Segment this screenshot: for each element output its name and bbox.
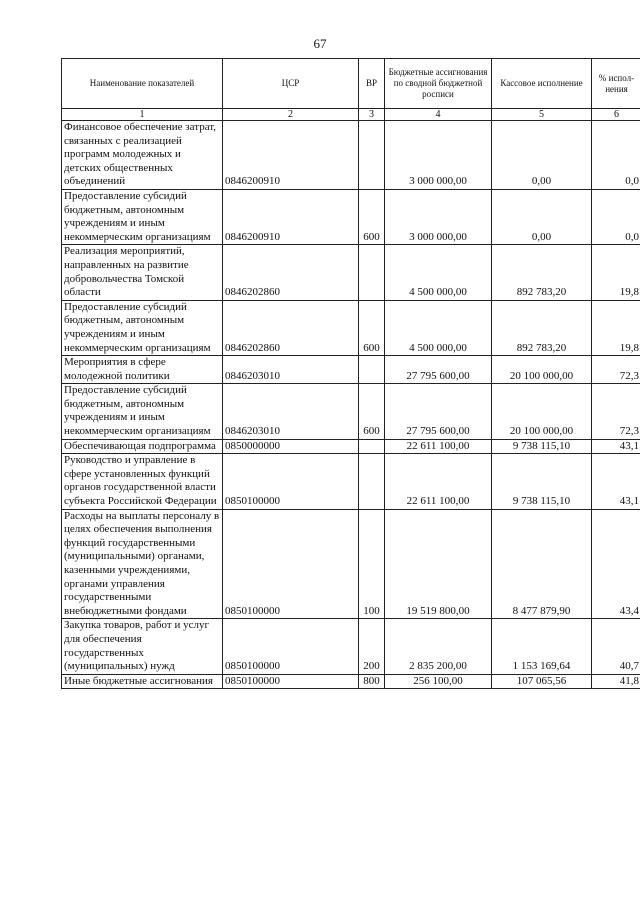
indicator-name: Предоставление субсидий бюджетным, автономным учреждениям и иным некоммерческим организациям (62, 300, 223, 355)
cash-execution: 0,00 (492, 189, 592, 244)
vr-code (359, 356, 385, 384)
execution-percent: 43,1 (592, 439, 640, 454)
vr-code (359, 454, 385, 509)
table-row (62, 509, 640, 619)
cash-execution: 20 100 000,00 (492, 356, 592, 384)
indicator-name: Расходы на выплаты персоналу в целях обеспечения выполнения функций государственными (муниципальными) органами, казенными учреждениями, органами управления государственными внебюджетными фондами (62, 509, 223, 619)
indicator-name: Предоставление субсидий бюджетным, автономным учреждениям и иным некоммерческим организациям (62, 384, 223, 439)
table-row (62, 356, 640, 384)
execution-percent: 19,8 (592, 245, 640, 300)
indicator-name: Предоставление субсидий бюджетным, автономным учреждениям и иным некоммерческим организациям (62, 189, 223, 244)
execution-percent: 72,3 (592, 356, 640, 384)
execution-percent: 19,8 (592, 300, 640, 355)
csr-code: 0846203010 (223, 356, 359, 384)
budget-allocation: 4 500 000,00 (385, 245, 492, 300)
budget-allocation: 2 835 200,00 (385, 619, 492, 674)
budget-allocation: 256 100,00 (385, 674, 492, 689)
budget-allocation: 3 000 000,00 (385, 121, 492, 190)
indicator-name: Руководство и управление в сфере установленных функций органов государственной власти субъекта Российской Федерации (62, 454, 223, 509)
table-row (62, 384, 640, 439)
table-row (62, 300, 640, 355)
header-budget-allocation: Бюджетные ассигнования по сводной бюджетной росписи (385, 59, 492, 109)
csr-code: 0846202860 (223, 245, 359, 300)
column-number: 6 (592, 109, 640, 121)
column-number: 4 (385, 109, 492, 121)
execution-percent: 0,0 (592, 121, 640, 190)
table-row (62, 454, 640, 509)
csr-code: 0850000000 (223, 439, 359, 454)
table-row (62, 245, 640, 300)
budget-allocation: 4 500 000,00 (385, 300, 492, 355)
vr-code: 800 (359, 674, 385, 689)
execution-percent: 0,0 (592, 189, 640, 244)
budget-execution-table (61, 58, 640, 689)
header-execution-percent: % испол-нения (592, 59, 640, 109)
budget-allocation: 22 611 100,00 (385, 454, 492, 509)
header-cash-execution: Кассовое исполнение (492, 59, 592, 109)
page-number: 67 (313, 36, 327, 51)
csr-code: 0850100000 (223, 619, 359, 674)
table-row (62, 674, 640, 689)
table-row (62, 619, 640, 674)
budget-allocation: 27 795 600,00 (385, 356, 492, 384)
csr-code: 0846203010 (223, 384, 359, 439)
vr-code: 600 (359, 300, 385, 355)
budget-allocation: 22 611 100,00 (385, 439, 492, 454)
indicator-name: Обеспечивающая подпрограмма (62, 439, 223, 454)
column-number-row (62, 109, 640, 121)
vr-code (359, 245, 385, 300)
cash-execution: 1 153 169,64 (492, 619, 592, 674)
header-indicator-name: Наименование показателей (62, 59, 223, 109)
cash-execution: 9 738 115,10 (492, 454, 592, 509)
indicator-name: Закупка товаров, работ и услуг для обеспечения государственных (муниципальных) нужд (62, 619, 223, 674)
column-number: 3 (359, 109, 385, 121)
budget-allocation: 27 795 600,00 (385, 384, 492, 439)
vr-code (359, 121, 385, 190)
indicator-name: Мероприятия в сфере молодежной политики (62, 356, 223, 384)
csr-code: 0850100000 (223, 454, 359, 509)
cash-execution: 20 100 000,00 (492, 384, 592, 439)
execution-percent: 43,4 (592, 509, 640, 619)
budget-allocation: 3 000 000,00 (385, 189, 492, 244)
cash-execution: 107 065,56 (492, 674, 592, 689)
table-row (62, 189, 640, 244)
table-row (62, 121, 640, 190)
vr-code: 600 (359, 384, 385, 439)
csr-code: 0850100000 (223, 674, 359, 689)
indicator-name: Реализация мероприятий, направленных на развитие добровольчества Томской области (62, 245, 223, 300)
budget-allocation: 19 519 800,00 (385, 509, 492, 619)
column-number: 2 (223, 109, 359, 121)
csr-code: 0846200910 (223, 121, 359, 190)
csr-code: 0846202860 (223, 300, 359, 355)
execution-percent: 40,7 (592, 619, 640, 674)
vr-code: 600 (359, 189, 385, 244)
vr-code (359, 439, 385, 454)
header-csr: ЦСР (223, 59, 359, 109)
header-vr: ВР (359, 59, 385, 109)
table-row (62, 439, 640, 454)
vr-code: 200 (359, 619, 385, 674)
execution-percent: 43,1 (592, 454, 640, 509)
cash-execution: 892 783,20 (492, 300, 592, 355)
indicator-name: Иные бюджетные ассигнования (62, 674, 223, 689)
execution-percent: 72,3 (592, 384, 640, 439)
indicator-name: Финансовое обеспечение затрат, связанных с реализацией программ молодежных и детских общественных объединений (62, 121, 223, 190)
cash-execution: 892 783,20 (492, 245, 592, 300)
csr-code: 0850100000 (223, 509, 359, 619)
cash-execution: 8 477 879,90 (492, 509, 592, 619)
csr-code: 0846200910 (223, 189, 359, 244)
column-number: 1 (62, 109, 223, 121)
cash-execution: 0,00 (492, 121, 592, 190)
column-number: 5 (492, 109, 592, 121)
cash-execution: 9 738 115,10 (492, 439, 592, 454)
vr-code: 100 (359, 509, 385, 619)
execution-percent: 41,8 (592, 674, 640, 689)
